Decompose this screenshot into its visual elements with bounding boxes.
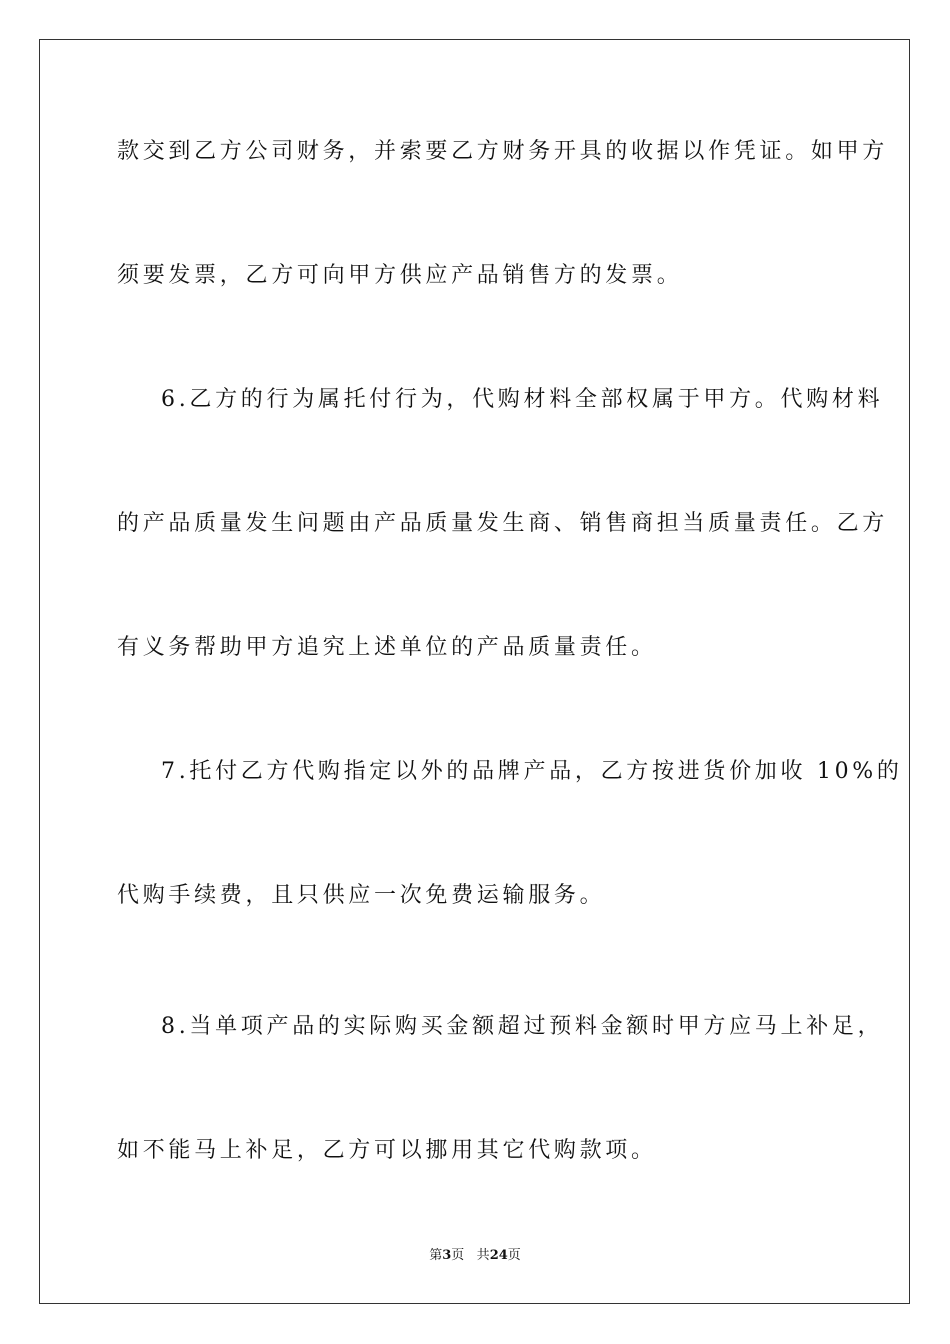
page-suffix: 页 [451, 1248, 465, 1263]
total-suffix: 页 [507, 1248, 521, 1263]
paragraph-line-9: 如不能马上补足，乙方可以挪用其它代购款项。 [117, 1138, 657, 1163]
paragraph-line-4: 的产品质量发生问题由产品质量发生商、销售商担当质量责任。乙方 [117, 511, 889, 536]
paragraph-line-3: 6.乙方的行为属托付行为，代购材料全部权属于甲方。代购材料 [161, 387, 884, 412]
page-prefix: 第 [429, 1248, 443, 1263]
paragraph-line-7: 代购手续费，且只供应一次免费运输服务。 [117, 883, 606, 908]
paragraph-line-1: 款交到乙方公司财务，并索要乙方财务开具的收据以作凭证。如甲方 [117, 139, 889, 164]
total-pages: 24 [489, 1248, 508, 1263]
paragraph-line-2: 须要发票，乙方可向甲方供应产品销售方的发票。 [117, 263, 683, 288]
page-footer [0, 1247, 950, 1265]
total-prefix: 共 [476, 1248, 490, 1263]
paragraph-line-6: 7.托付乙方代购指定以外的品牌产品，乙方按进货价加收 10%的 [161, 759, 903, 784]
page-frame [39, 39, 910, 1304]
page-number: 3 [442, 1248, 452, 1263]
paragraph-line-8: 8.当单项产品的实际购买金额超过预料金额时甲方应马上补足， [161, 1014, 884, 1039]
paragraph-line-5: 有义务帮助甲方追究上述单位的产品质量责任。 [117, 635, 657, 660]
